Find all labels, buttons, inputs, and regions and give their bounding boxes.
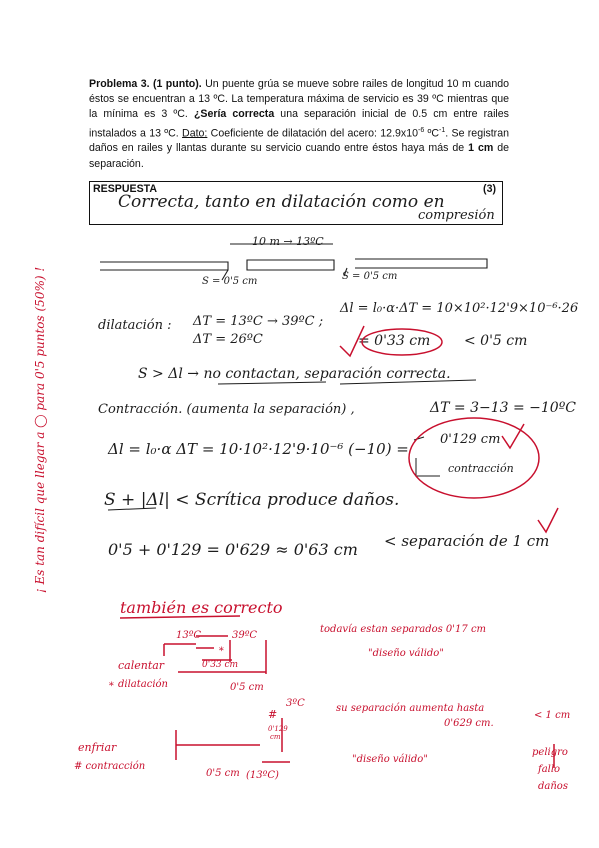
problem-text-6: de separación. xyxy=(89,142,509,170)
contraccion-formula: Δl = l₀·α ΔT = 10·10²·12'9·10⁻⁶ (−10) = xyxy=(108,440,409,458)
danger-2: fallo xyxy=(538,764,561,775)
dilatacion-dt1: ΔT = 13ºC → 39ºC ; xyxy=(193,314,324,329)
problem-text-2: una separación inicial de 0.5 cm entre railes instalados a 13 ºC. xyxy=(89,108,509,140)
gap-right-label: S = 0'5 cm xyxy=(342,271,398,282)
heat-temp-left: 13ºC xyxy=(176,630,202,641)
underline-no-contactan xyxy=(218,382,326,384)
underline-teacher-heading xyxy=(120,616,240,618)
cool-dim-1: 0'129 xyxy=(268,725,288,733)
side-margin-note: ¡ Es tan difícil que llegar a ◯ para 0'5 puntos (50%) ! xyxy=(33,266,47,594)
dilatacion-dt2: ΔT = 26ºC xyxy=(193,332,263,347)
answer-handwritten-line2: compresión xyxy=(418,208,495,223)
cool-sketch-lines xyxy=(176,730,260,760)
work-underlines xyxy=(108,380,476,510)
underline-separacion-correcta xyxy=(340,380,476,384)
cool-temp: 3ºC xyxy=(286,698,305,709)
cool-total-temp: (13ºC) xyxy=(246,770,279,781)
dato-label: Dato: xyxy=(182,127,208,140)
circle-dilatacion-result xyxy=(362,329,442,355)
heat-label-2: ∗ dilatación xyxy=(108,679,168,690)
cool-label-2: # contracción xyxy=(74,761,146,772)
heat-dim: 0'33 cm xyxy=(202,660,239,670)
checkmark-contraccion xyxy=(502,424,524,448)
heat-sketch-total xyxy=(178,640,266,674)
heat-star: ∗ xyxy=(218,644,225,655)
gap-left-label: S = 0'5 cm xyxy=(202,276,258,287)
sum-compare: < separación de 1 cm xyxy=(384,532,550,550)
rail-segment-middle xyxy=(247,260,334,270)
rail-length-label: 10 m → 13ºC xyxy=(252,235,324,248)
gap-left-pointer xyxy=(222,270,228,280)
contraccion-dt: ΔT = 3−13 = −10ºC xyxy=(430,400,577,416)
rail-segment-right xyxy=(355,259,487,268)
danger-3: daños xyxy=(538,781,568,792)
heat-note-1: todavía estan separados 0'17 cm xyxy=(320,624,487,635)
problem-question: ¿Sería correcta xyxy=(193,108,275,121)
answer-handwritten-line1: Correcta, tanto en dilatación como en xyxy=(118,192,445,212)
sum-calc: 0'5 + 0'129 = 0'629 ≈ 0'63 cm xyxy=(108,540,358,559)
problem-text-4: ºC xyxy=(424,127,440,140)
cool-sketch-box xyxy=(262,718,290,762)
contraccion-label: Contracción. (aumenta la separación) , xyxy=(98,402,355,417)
checkmark-sum xyxy=(538,508,558,532)
answer-label: RESPUESTA xyxy=(93,183,157,195)
underline-sum-rule xyxy=(108,508,156,510)
circle-contraccion-result xyxy=(409,418,539,498)
cool-total: 0'5 cm xyxy=(206,768,240,779)
cool-note-2: 0'629 cm. xyxy=(444,718,494,729)
dilatacion-compare: < 0'5 cm xyxy=(464,333,528,349)
contraccion-result: 0'129 cm xyxy=(440,432,501,447)
correction-marks xyxy=(120,326,558,768)
heat-label-1: calentar xyxy=(118,659,165,672)
heat-sketch-lines xyxy=(164,640,230,662)
cool-dim-2: cm xyxy=(270,733,281,741)
exponent-1: -6 xyxy=(417,126,425,134)
problem-text-1: Un puente grúa se mueve sobre railes de longitud 10 m cuando éstos se encuentran a 13 ºC. La temperatura máxima de servicio es 39 ºC mientras que la mínima es 3 ºC. xyxy=(89,78,510,121)
cool-note-1: su separación aumenta hasta xyxy=(336,703,485,714)
answer-points: (3) xyxy=(483,183,496,195)
dilatacion-label: dilatación : xyxy=(98,318,172,333)
exponent-2: -1 xyxy=(439,126,446,134)
danger-1: peligro xyxy=(532,747,568,758)
heat-total: 0'5 cm xyxy=(230,682,264,693)
rail-segment-left xyxy=(100,262,228,270)
dilatacion-formula: Δl = l₀·α·ΔT = 10×10²·12'9×10⁻⁶·26 xyxy=(340,301,579,316)
cool-limit: < 1 cm xyxy=(534,710,571,721)
rail-diagram xyxy=(100,244,487,280)
problem-text-5: . Se registran daños en railes y llantas durante su servicio cuando entre éstos haya más de xyxy=(89,127,509,155)
problem-text-3: Coeficiente de dilatación del acero: 12.9x10 xyxy=(207,127,418,140)
teacher-heading: también es correcto xyxy=(120,598,283,617)
sum-rule: S + |Δl| < Scrítica produce daños. xyxy=(104,490,400,510)
contraccion-result-label: contracción xyxy=(448,462,514,475)
problem-title: Problema 3. (1 punto). xyxy=(89,78,202,90)
dilatacion-result: = 0'33 cm xyxy=(358,333,431,349)
s-vs-dl: S > Δl → no contactan, separación correcta. xyxy=(138,366,451,382)
checkmark-dilatacion xyxy=(340,326,364,356)
heat-note-2: "diseño válido" xyxy=(368,648,444,659)
cool-hash: # xyxy=(268,708,278,721)
cool-label-1: enfriar xyxy=(78,741,117,754)
contraccion-bracket xyxy=(416,458,440,476)
problem-bold-end: 1 cm xyxy=(468,142,494,155)
cool-note-3: "diseño válido" xyxy=(352,754,428,765)
gap-right-pointer xyxy=(344,268,347,276)
heat-temp-right: 39ºC xyxy=(232,630,258,641)
